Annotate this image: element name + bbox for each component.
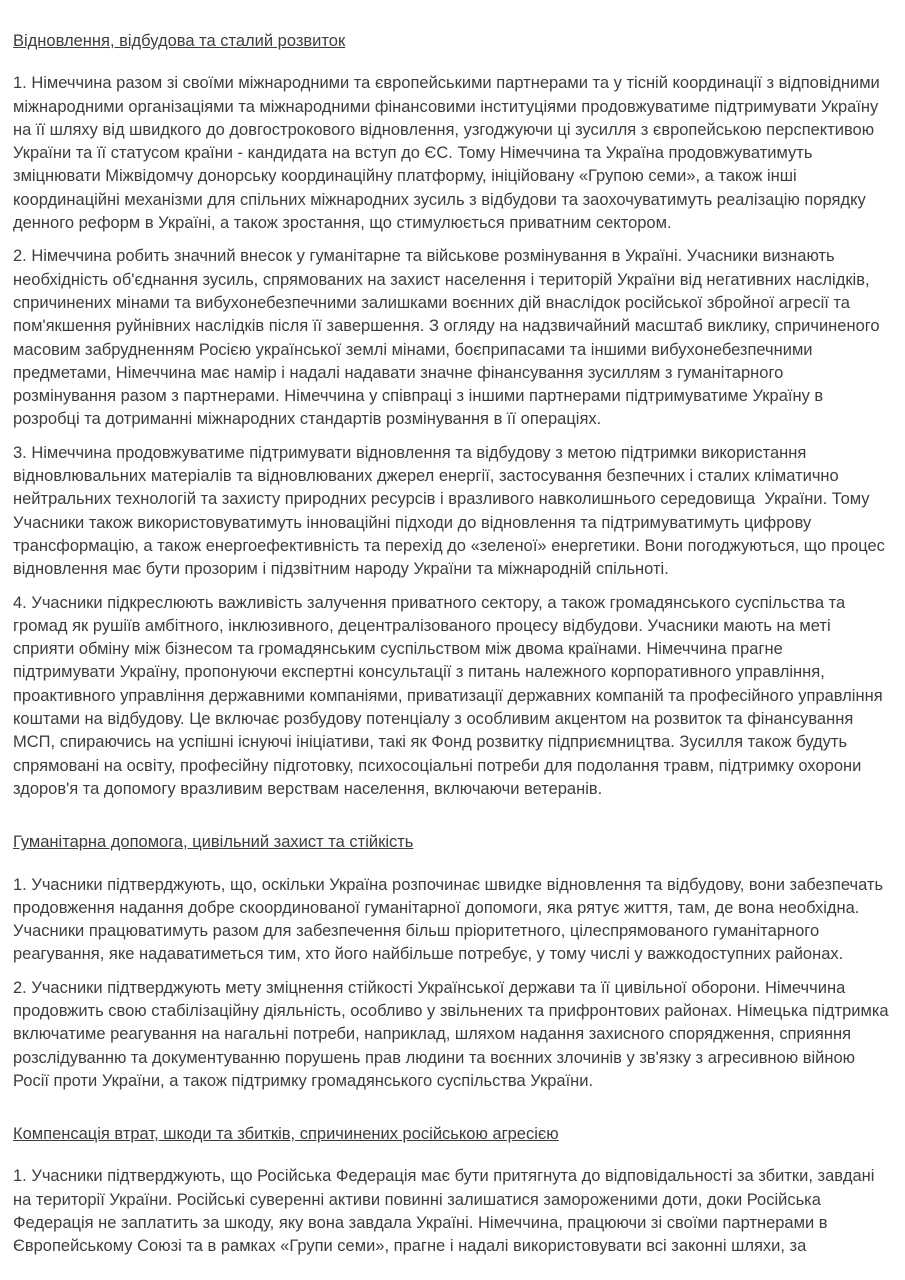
paragraph: 3. Німеччина продовжуватиме підтримувати відновлення та відбудову з метою підтримки використання відновлювальних матеріалів та відновлюваних джерел енергії, застосування безпечних і сталих кліматично нейтральних технологій та захисту природних ресурсів і вразливого навколишнього середовища України. Тому Учасники також використовуватимуть інноваційні підходи до відновлення та підтримуватимуть цифрову трансформацію, а також енергоефективність та перехід до «зеленої» енергетики. Вони погоджуються, що процес відновлення має бути прозорим і підзвітним народу України та міжнародній спільноті. (13, 443, 890, 579)
section-heading-humanitarian-aid: Гуманітарна допомога, цивільний захист та стійкість (13, 833, 414, 852)
section-compensation (13, 1123, 889, 1258)
paragraph: 1. Учасники підтверджують, що Російська Федерація має бути притягнута до відповідальності за збитки, завдані на території України. Російські суверенні активи повинні залишатися замороженими доти, доки Російська Федерація не заплатить за шкоду, яку вона завдала Україні. Німеччина, працюючи зі своїми партнерами в Європейському Союзі та в рамках «Групи семи», прагне і надалі використовувати всі законні шляхи, за (13, 1167, 880, 1256)
section-humanitarian-aid (13, 831, 894, 1093)
paragraph: 2. Учасники підтверджують мету зміцнення стійкості Української держави та її цивільної оборони. Німеччина продовжить свою стабілізаційну діяльність, особливо у звільнених та прифронтових районах. Німецька підтримка включатиме реагування на нагальні потреби, наприклад, шляхом надання захисного спорядження, сприяння розслідуванню та документуванню порушень прав людини та воєнних злочинів у зв'язку з агресивною війною Росії проти України, а також підтримку громадянського суспільства України. (13, 978, 894, 1090)
paragraph: 1. Учасники підтверджують, що, оскільки Україна розпочинає швидке відновлення та відбудову, вони забезпечать продовження надання добре скоординованої гуманітарної допомоги, яка рятує життя, там, де вона необхідна. Учасники працюватимуть разом для забезпечення більш пріоритетного, цілеспрямованого гуманітарного реагування, яке надаватиметься тим, хто його найбільше потребує, у тому числі у важкодоступних районах. (13, 875, 888, 964)
section-heading-recovery: Відновлення, відбудова та сталий розвиток (13, 32, 346, 50)
section-heading-compensation: Компенсація втрат, шкоди та збитків, спричинених російською агресією (13, 1125, 559, 1144)
paragraph: 1. Німеччина разом зі своїми міжнародними та європейськими партнерами та у тісній координації з відповідними міжнародними організаціями та міжнародними фінансовими інституціями продовжуватиме підтримувати Україну на її шляху від швидкого до довгострокового відновлення, узгоджуючи ці зусилля з європейською перспективою України та її статусом країни - кандидата на вступ до ЄС. Тому Німеччина та Україна продовжуватимуть зміцнювати Міжвідомчу донорську координаційну платформу, ініційовану «Групою семи», а також інші координаційні механізми для спільних міжнародних зусиль з відбудови та заохочуватимуть реалізацію порядку денного реформ в Україні, а також зростання, що стимулюється приватним сектором. (13, 74, 885, 233)
section-recovery (13, 30, 889, 801)
paragraph: 2. Німеччина робить значний внесок у гуманітарне та військове розмінування в Україні. Учасники визнають необхідність об'єднання зусиль, спрямованих на захист населення і територій України від негативних наслідків, спричинених мінами та вибухонебезпечними залишками воєнних дій внаслідок російської збройної агресії та пом'якшення руйнівних наслідків після її завершення. З огляду на надзвичайний масштаб виклику, спричиненого масовим забрудненням Росією української землі мінами, боєприпасами та іншими вибухонебезпечними предметами, Німеччина має намір і надалі надавати значне фінансування зусиллям з гуманітарного розмінування разом з партнерами. Німеччина у співпраці з іншими партнерами підтримуватиме Україну в розробці та дотриманні міжнародних стандартів розмінування в її операціях. (13, 247, 885, 429)
paragraph: 4. Учасники підкреслюють важливість залучення приватного сектору, а також громадянського суспільства та громад як рушіїв амбітного, інклюзивного, децентралізованого процесу відбудови. Учасники мають на меті сприяти обміну між бізнесом та громадянським суспільством між двома країнами. Німеччина прагне підтримувати Україну, пропонуючи експертні консультації з питань належного корпоративного управління, проактивного управління державними компаніями, приватизації державних компаній та професійного управління коштами на відбудову. Це включає розбудову потенціалу з особливим акцентом на розвиток та фінансування МСП, спираючись на успішні існуючі ініціативи, такі як Фонд розвитку підприємництва. Зусилля також будуть спрямовані на освіту, професійну підготовку, психосоціальні потреби для подолання травм, підтримку охорони здоров'я та допомогу вразливим верствам населення, включаючи ветеранів. (13, 593, 888, 798)
